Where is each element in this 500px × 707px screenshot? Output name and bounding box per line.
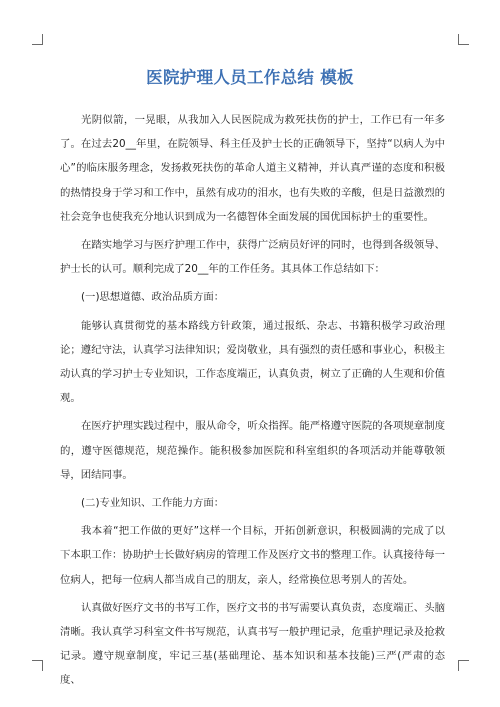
document-body <box>60 108 445 697</box>
document-title: 医院护理人员工作总结 模板 <box>146 68 354 87</box>
crop-mark-top-right <box>458 34 469 45</box>
section-heading-skills: (二)专业知识、工作能力方面： <box>81 497 225 510</box>
paragraph-ethics-1: 能够认真贯彻党的基本路线方针政策，通过报纸、杂志、书籍积极学习政治理论；遵纪守法，认真学习法律知识；爱岗敬业，具有强烈的责任感和事业心，积极主动认真的学习护士专业知识，工作态度端正，认真负责，树立了正确的人生观和价值观。 <box>60 319 445 405</box>
crop-mark-top-left <box>32 34 43 45</box>
paragraph-skills-2: 认真做好医疗文书的书写工作，医疗文书的书写需要认真负责，态度端正、头脑清晰。我认真学习科室文件书写规范，认真书写一般护理记录，危重护理记录及抢救记录。遵守规章制度，牢记三基(基础理论、基本知识和基本技能)三严(严肃的态度、 <box>60 601 445 687</box>
section-heading-ethics: (一)思想道德、政治品质方面： <box>81 291 225 304</box>
paragraph-summary: 在踏实地学习与医疗护理工作中，获得广泛病员好评的同时，也得到各级领导、护士长的认可。顺利完成了20__年的工作任务。其具体工作总结如下： <box>60 239 445 276</box>
paragraph-ethics-2: 在医疗护理实践过程中，服从命令，听众指挥。能严格遵守医院的各项规章制度的，遵守医德规范，规范操作。能积极参加医院和科室组织的各项活动并能尊敬领导，团结同事。 <box>60 420 445 481</box>
crop-mark-bottom-right <box>458 660 469 671</box>
paragraph-skills-1: 我本着“把工作做的更好”这样一个目标，开拓创新意识，积极圆满的完成了以下本职工作：协助护士长做好病房的管理工作及医疗文书的整理工作。认真接待每一位病人，把每一位病人都当成自己的朋友，亲人，经常换位思考别人的苦处。 <box>60 525 445 586</box>
crop-mark-bottom-left <box>32 660 43 671</box>
paragraph-intro: 光阴似箭，一晃眼，从我加入人民医院成为救死扶伤的护士，工作已有一年多了。在过去20__年里，在院领导、科主任及护士长的正确领导下，坚持“以病人为中心”的临床服务理念，发扬救死扶伤的革命人道主义精神，并认真严谨的态度和积极的热情投身于学习和工作中，虽然有成功的泪水，也有失败的辛酸，但是日益激烈的社会竞争也使我充分地认识到成为一名德智体全面发展的国优国标护士的重要性。 <box>60 114 445 223</box>
